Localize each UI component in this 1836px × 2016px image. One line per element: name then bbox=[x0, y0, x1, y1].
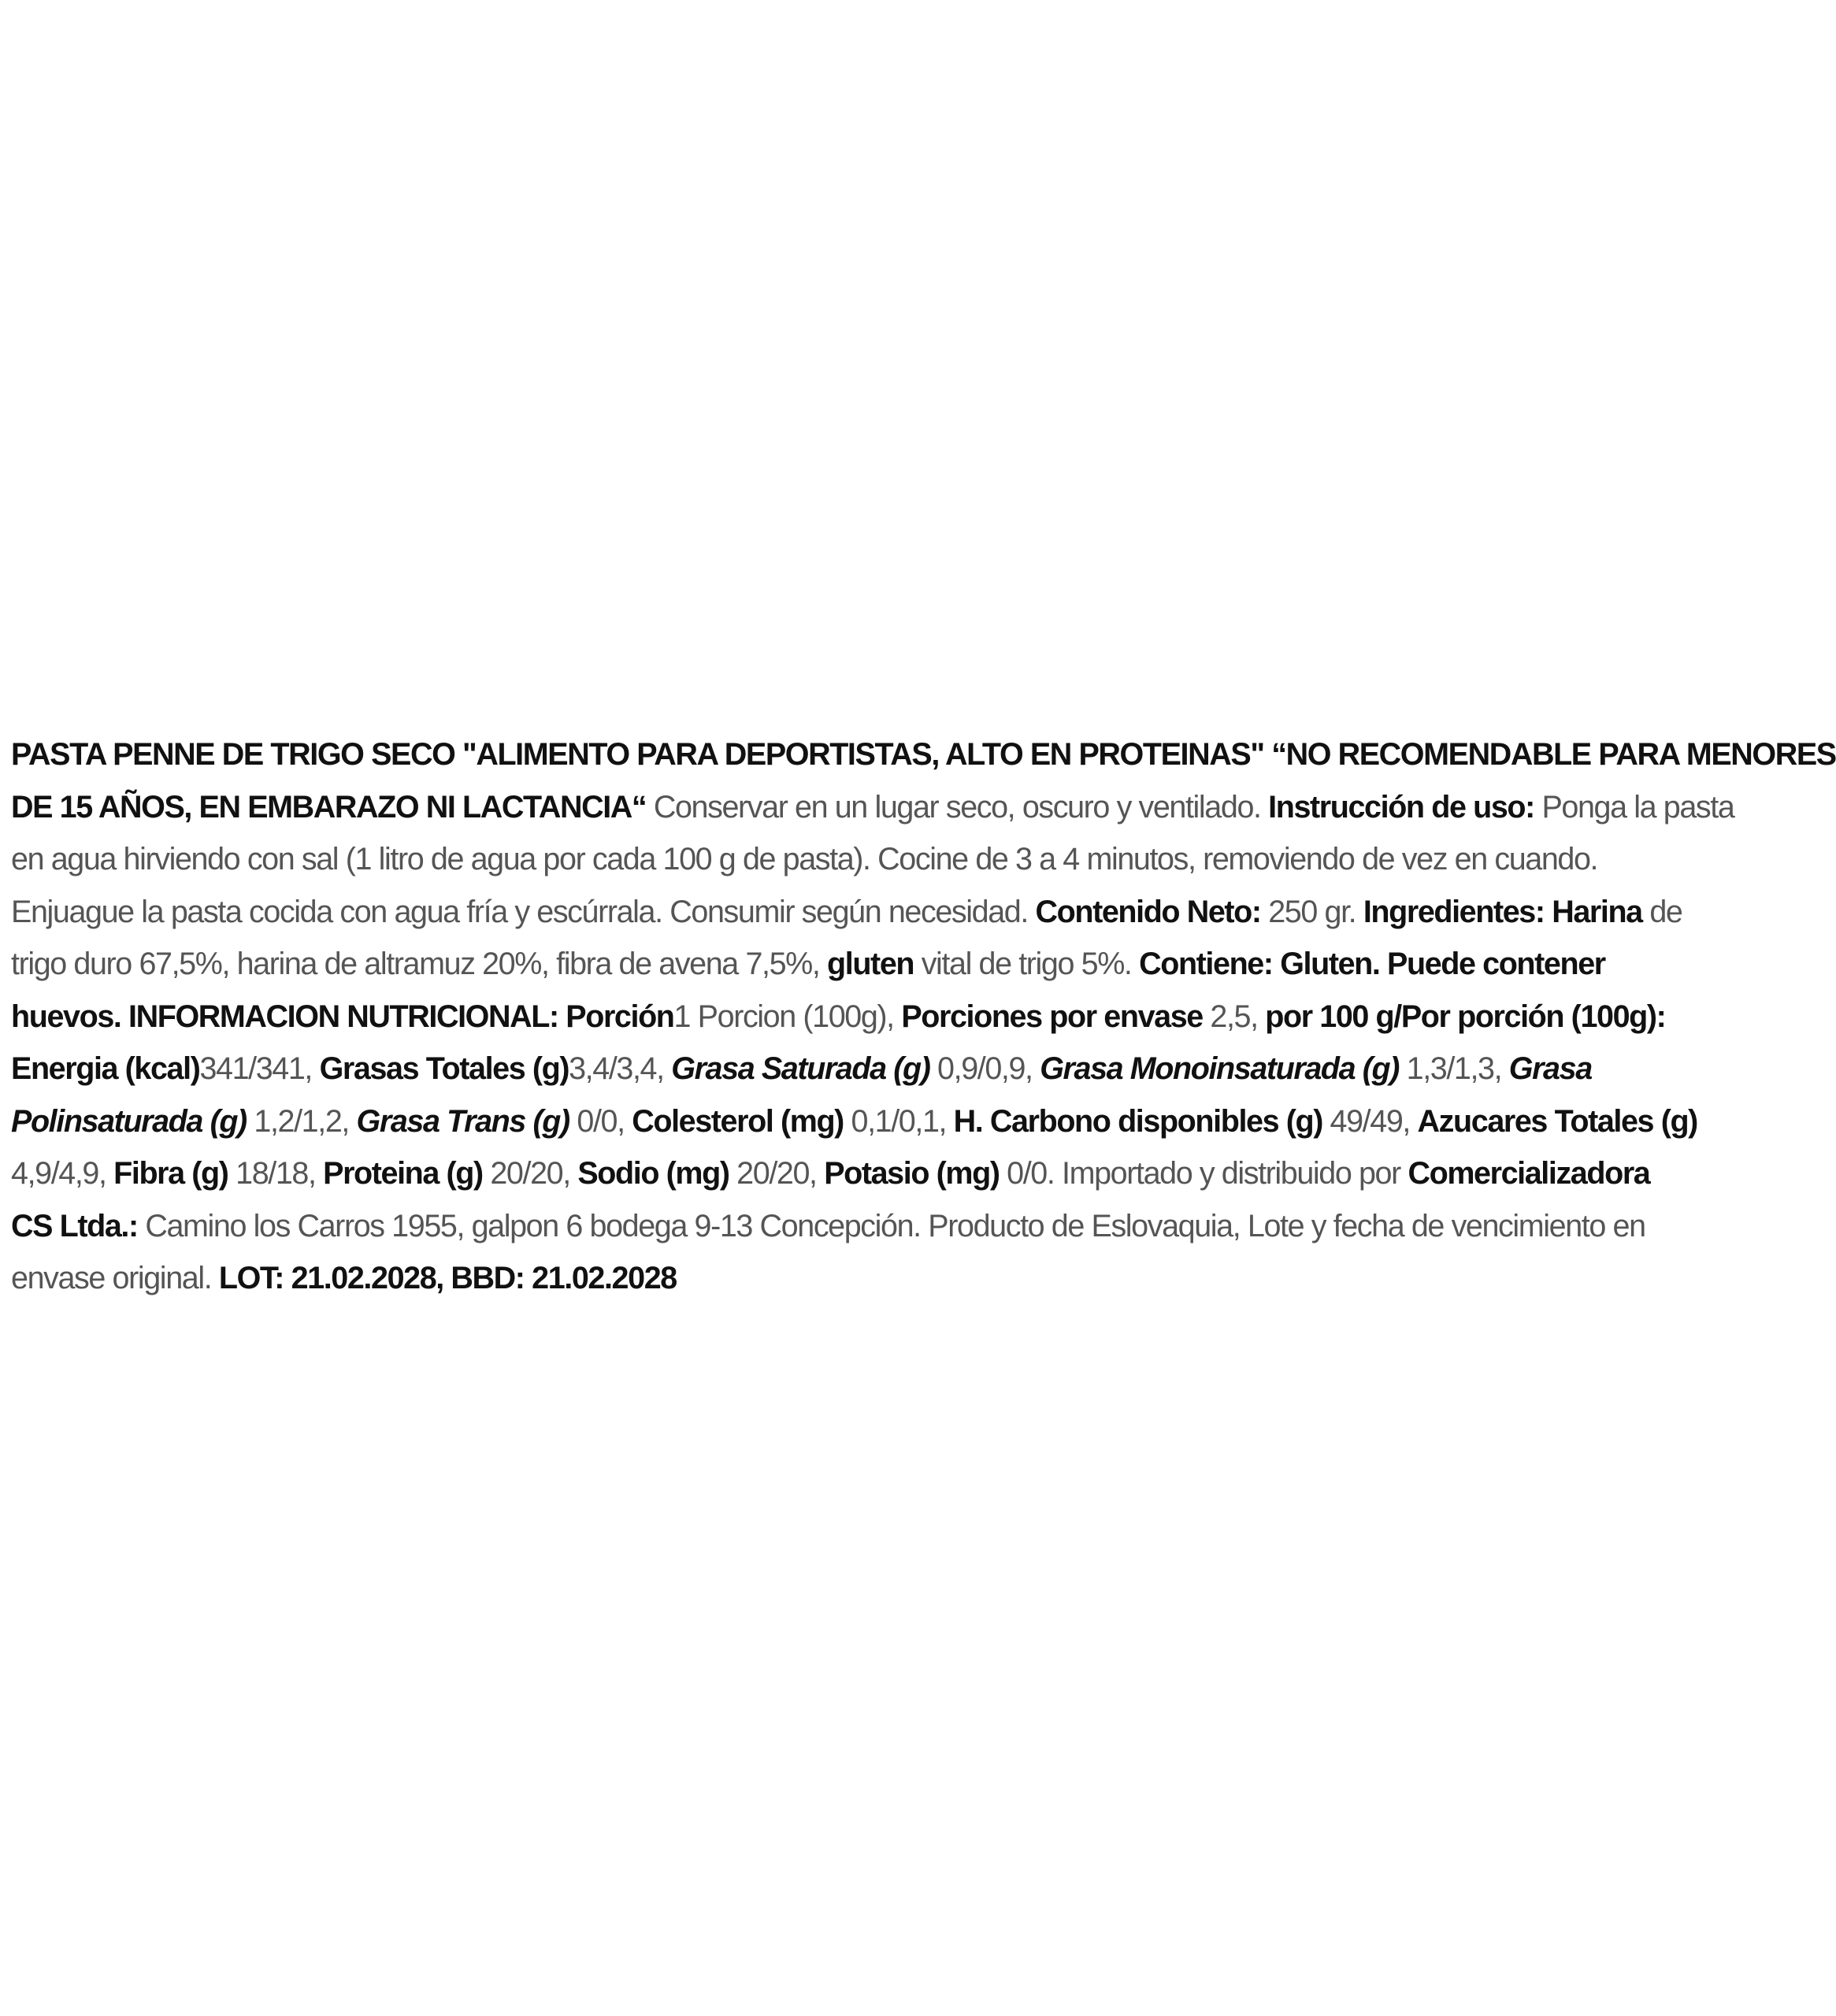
label-text-segment: huevos. INFORMACION NUTRICIONAL: Porción bbox=[11, 999, 674, 1034]
label-text-segment: PASTA PENNE DE TRIGO SECO "ALIMENTO PARA DEPORTISTAS, ALTO EN PROTEINAS" “NO RECOMENDABLE PARA MENORES bbox=[11, 737, 1836, 772]
label-text-segment: 2,5, bbox=[1202, 999, 1266, 1034]
label-text-segment: Fibra (g) bbox=[113, 1156, 228, 1191]
label-text-segment: 18/18, bbox=[228, 1156, 324, 1191]
label-text-segment: Contiene: Gluten. Puede contener bbox=[1139, 947, 1605, 981]
label-text-segment: 1,3/1,3, bbox=[1399, 1051, 1509, 1086]
label-text-segment: por 100 g/Por porción (100g): bbox=[1265, 999, 1666, 1034]
label-text-segment: trigo duro 67,5%, harina de altramuz 20%, fibra de avena 7,5%, bbox=[11, 947, 828, 981]
label-text-segment: de bbox=[1641, 894, 1682, 929]
label-text-segment: 0/0. Importado y distribuido por bbox=[999, 1156, 1408, 1191]
label-text-segment: Energia (kcal) bbox=[11, 1051, 200, 1086]
label-text-segment: Camino los Carros 1955, galpon 6 bodega 9-13 Concepción. Producto de Eslovaquia, Lote y fecha de vencimiento en bbox=[137, 1208, 1645, 1243]
label-text-segment: Enjuague la pasta cocida con agua fría y escúrrala. Consumir según necesidad. bbox=[11, 894, 1036, 929]
label-text-segment: LOT: 21.02.2028, BBD: 21.02.2028 bbox=[218, 1261, 677, 1295]
label-line bbox=[11, 991, 1666, 1043]
product-label-text bbox=[11, 728, 1836, 1305]
label-text-segment: DE 15 AÑOS, EN EMBARAZO NI LACTANCIA“ bbox=[11, 789, 647, 825]
label-line bbox=[11, 938, 1605, 991]
label-text-segment: Conservar en un lugar seco, oscuro y ventilado. bbox=[646, 789, 1269, 825]
label-text-segment: 20/20, bbox=[729, 1156, 825, 1191]
label-line bbox=[11, 728, 1836, 781]
label-line bbox=[11, 1043, 1592, 1095]
label-text-segment: 0/0, bbox=[569, 1103, 632, 1139]
label-text-segment: Ponga la pasta bbox=[1534, 789, 1734, 825]
label-text-segment: Azucares Totales (g) bbox=[1417, 1103, 1697, 1139]
label-text-segment: Porciones por envase bbox=[901, 999, 1203, 1034]
label-text-segment: en agua hirviendo con sal (1 litro de agua por cada 100 g de pasta). Cocine de 3 a 4 minutos, removiendo de vez en cuando. bbox=[11, 842, 1598, 876]
label-line bbox=[11, 781, 1734, 834]
label-line bbox=[11, 833, 1598, 886]
label-text-segment: Polinsaturada (g) bbox=[11, 1103, 247, 1139]
label-text-segment: 1 Porcion (100g), bbox=[673, 999, 902, 1034]
label-text-segment: Colesterol (mg) bbox=[632, 1103, 844, 1139]
label-text-segment: Grasas Totales (g) bbox=[319, 1051, 569, 1086]
label-text-segment: vital de trigo 5%. bbox=[914, 947, 1140, 981]
label-text-segment: H. Carbono disponibles (g) bbox=[953, 1103, 1322, 1139]
label-line bbox=[11, 1252, 1479, 1305]
label-text-segment: envase original. bbox=[11, 1261, 219, 1295]
label-text-segment: Grasa Monoinsaturada (g) bbox=[1040, 1051, 1400, 1086]
label-text-segment: gluten bbox=[827, 947, 914, 981]
label-text-segment: Potasio (mg) bbox=[824, 1156, 1000, 1191]
label-text-segment: 0,9/0,9, bbox=[929, 1051, 1040, 1086]
label-text-segment: 341/341, bbox=[199, 1051, 320, 1086]
label-text-segment: Sodio (mg) bbox=[577, 1156, 729, 1191]
label-line bbox=[11, 886, 1682, 939]
label-text-segment: 3,4/3,4, bbox=[569, 1051, 672, 1086]
label-text-segment: Ingredientes: Harina bbox=[1363, 894, 1642, 929]
label-line bbox=[11, 1147, 1650, 1200]
label-text-segment: Grasa Saturada (g) bbox=[671, 1051, 930, 1086]
label-text-segment: 1,2/1,2, bbox=[246, 1103, 357, 1139]
label-text-segment: 250 gr. bbox=[1260, 894, 1363, 929]
label-line bbox=[11, 1200, 1645, 1253]
label-text-segment: 0,1/0,1, bbox=[843, 1103, 954, 1139]
label-text-segment: Grasa Trans (g) bbox=[356, 1103, 569, 1139]
label-text-segment: 20/20, bbox=[482, 1156, 578, 1191]
label-text-segment: CS Ltda.: bbox=[11, 1208, 138, 1243]
label-text-segment: 4,9/4,9, bbox=[11, 1156, 114, 1191]
label-text-segment: Proteina (g) bbox=[323, 1156, 483, 1191]
label-text-segment: Contenido Neto: bbox=[1035, 894, 1261, 929]
label-text-segment: 49/49, bbox=[1322, 1103, 1418, 1139]
label-text-segment: Grasa bbox=[1508, 1051, 1592, 1086]
label-text-segment: Comercializadora bbox=[1408, 1156, 1650, 1191]
label-text-segment: Instrucción de uso: bbox=[1268, 789, 1534, 825]
label-line bbox=[11, 1095, 1697, 1148]
